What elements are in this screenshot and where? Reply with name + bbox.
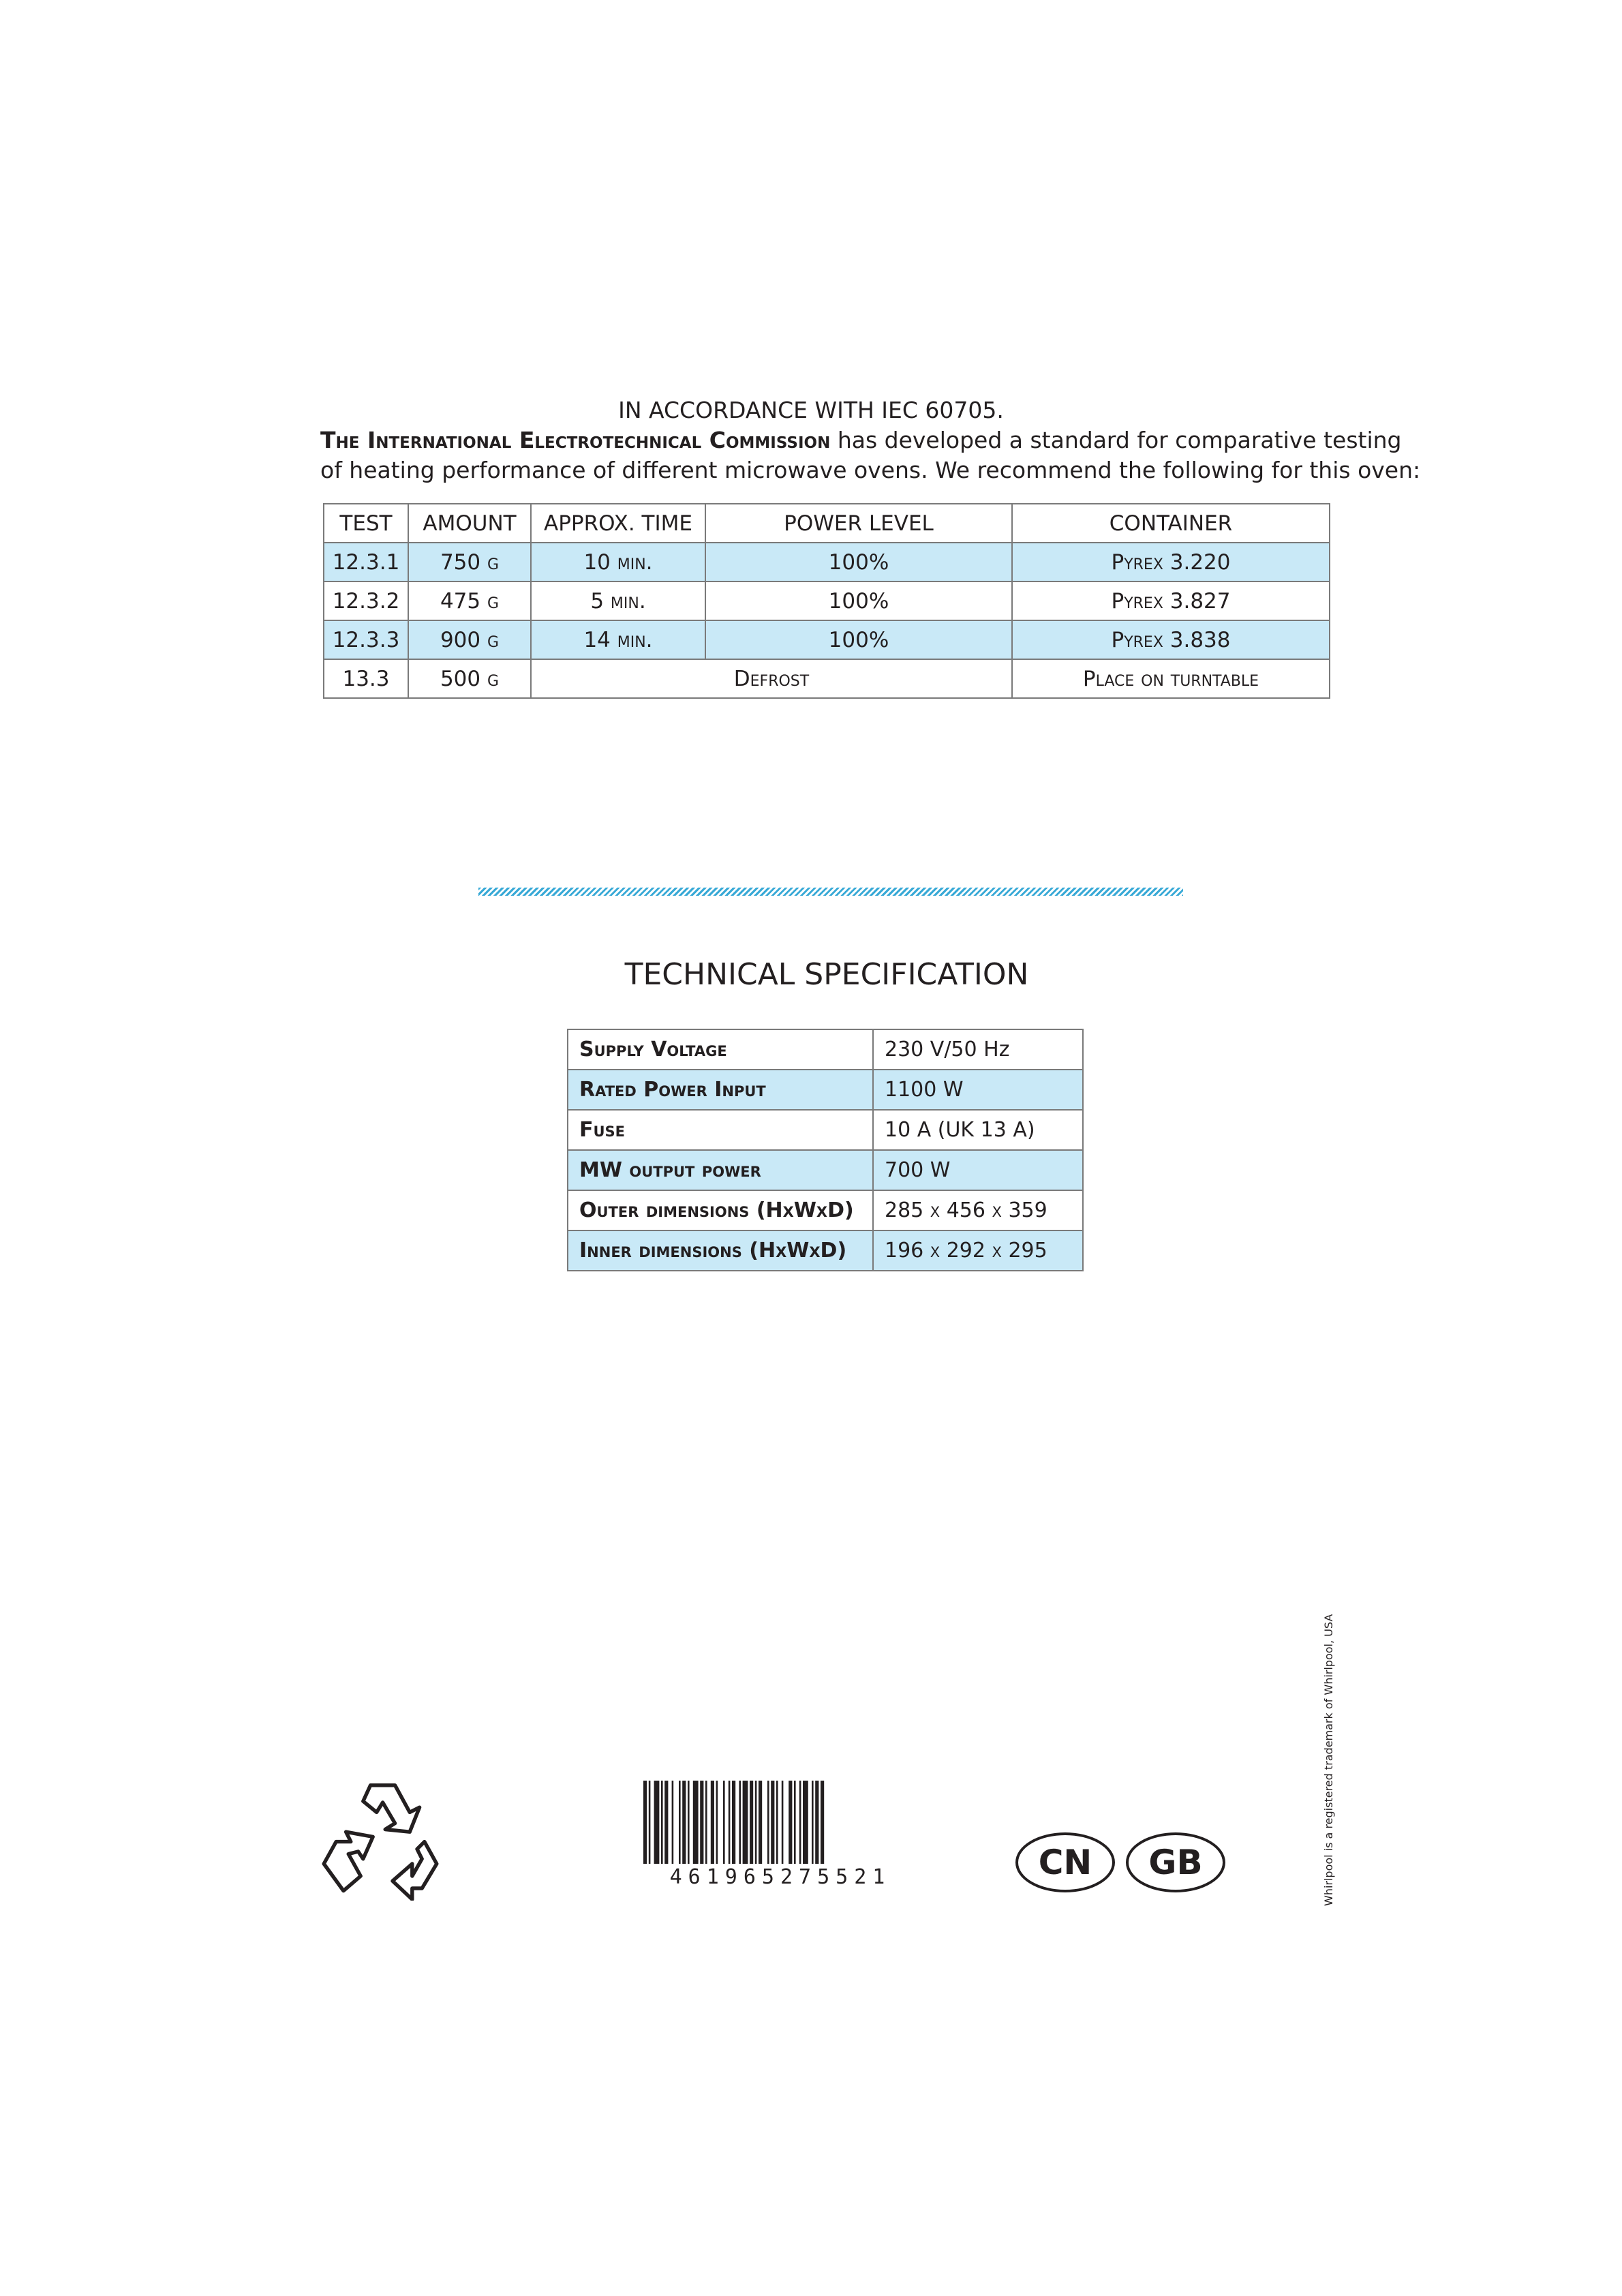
- country-badge-cn: CN: [1015, 1832, 1115, 1892]
- cell-power: 100%: [705, 543, 1012, 581]
- spec-row: [568, 1029, 1083, 1070]
- spec-row: [568, 1070, 1083, 1110]
- cell-time: 5 min.: [531, 581, 705, 620]
- barcode-bar: [771, 1781, 774, 1864]
- spec-row: [568, 1110, 1083, 1150]
- cell-test: 12.3.1: [324, 543, 408, 581]
- spec-table: [567, 1029, 1084, 1271]
- barcode-bar: [815, 1781, 818, 1864]
- table-row: [324, 620, 1330, 659]
- organization-name: The International Electrotechnical Commission: [320, 427, 831, 453]
- barcode-bar: [672, 1781, 674, 1864]
- cell-container: Pyrex 3.827: [1012, 581, 1330, 620]
- barcode-bar: [732, 1781, 735, 1864]
- spec-label: Supply Voltage: [568, 1029, 873, 1070]
- cell-test: 12.3.3: [324, 620, 408, 659]
- header-test: TEST: [324, 504, 408, 543]
- intro-line-2: of heating performance of different microwave ovens. We recommend the following for this oven:: [320, 457, 1421, 483]
- barcode-bar: [782, 1781, 784, 1864]
- barcode-bar: [739, 1781, 741, 1864]
- cell-test: 13.3: [324, 659, 408, 698]
- table-header-row: [324, 504, 1330, 543]
- barcode-bar: [705, 1781, 707, 1864]
- barcode-bar: [643, 1781, 647, 1864]
- spec-value: 230 V/50 Hz: [873, 1029, 1083, 1070]
- header-amount: AMOUNT: [408, 504, 531, 543]
- barcode-bar: [803, 1781, 808, 1864]
- spec-value: 285 x 456 x 359: [873, 1190, 1083, 1230]
- intro-line-1: [320, 425, 1402, 455]
- barcode-bar: [661, 1781, 663, 1864]
- cell-amount: 475 g: [408, 581, 531, 620]
- spec-row: [568, 1150, 1083, 1190]
- table-row: [324, 581, 1330, 620]
- spec-value: 1100 W: [873, 1070, 1083, 1110]
- barcode: [641, 1781, 920, 1890]
- barcode-icon: [641, 1781, 920, 1864]
- header-approx-time: APPROX. TIME: [531, 504, 705, 543]
- spec-label: Fuse: [568, 1110, 873, 1150]
- barcode-bar: [789, 1781, 792, 1864]
- barcode-bar: [812, 1781, 814, 1864]
- spec-row: [568, 1190, 1083, 1230]
- table-row: [324, 659, 1330, 698]
- barcode-bar: [654, 1781, 660, 1864]
- intro-heading: IN ACCORDANCE WITH IEC 60705.: [618, 397, 1004, 423]
- barcode-bar: [693, 1781, 699, 1864]
- barcode-bar: [767, 1781, 769, 1864]
- cell-time: 14 min.: [531, 620, 705, 659]
- header-power-level: POWER LEVEL: [705, 504, 1012, 543]
- barcode-bar: [700, 1781, 703, 1864]
- cell-container: Place on turntable: [1012, 659, 1330, 698]
- barcode-bar: [821, 1781, 824, 1864]
- barcode-bar: [729, 1781, 731, 1864]
- header-container: CONTAINER: [1012, 504, 1330, 543]
- country-badge-gb: GB: [1126, 1832, 1225, 1892]
- spec-row: [568, 1230, 1083, 1271]
- spec-label: Rated Power Input: [568, 1070, 873, 1110]
- barcode-bar: [664, 1781, 668, 1864]
- spec-value: 700 W: [873, 1150, 1083, 1190]
- barcode-bar: [682, 1781, 686, 1864]
- barcode-number: 461965275521: [669, 1865, 891, 1889]
- spec-label: Outer dimensions (HxWxD): [568, 1190, 873, 1230]
- hatched-divider: [478, 888, 1183, 896]
- table-row: [324, 543, 1330, 581]
- barcode-bar: [716, 1781, 718, 1864]
- barcode-bar: [679, 1781, 681, 1864]
- cell-mode: Defrost: [531, 659, 1012, 698]
- barcode-bar: [743, 1781, 748, 1864]
- barcode-bar: [649, 1781, 651, 1864]
- barcode-bar: [794, 1781, 796, 1864]
- cell-power: 100%: [705, 620, 1012, 659]
- trademark-text: Whirlpool is a registered trademark of Whirlpool, USA: [1322, 1614, 1335, 1906]
- recycle-icon: [319, 1778, 442, 1901]
- intro-line-1-text: has developed a standard for comparative testing: [830, 427, 1402, 453]
- spec-value: 196 x 292 x 295: [873, 1230, 1083, 1271]
- cell-container: Pyrex 3.838: [1012, 620, 1330, 659]
- barcode-bar: [776, 1781, 778, 1864]
- barcode-bar: [688, 1781, 690, 1864]
- spec-label: MW output power: [568, 1150, 873, 1190]
- cell-amount: 500 g: [408, 659, 531, 698]
- barcode-bar: [723, 1781, 725, 1864]
- barcode-bar: [755, 1781, 757, 1864]
- cell-time: 10 min.: [531, 543, 705, 581]
- barcode-bar: [799, 1781, 801, 1864]
- spec-title: TECHNICAL SPECIFICATION: [624, 957, 1029, 992]
- cell-amount: 750 g: [408, 543, 531, 581]
- cell-amount: 900 g: [408, 620, 531, 659]
- test-table: [323, 503, 1330, 699]
- cell-test: 12.3.2: [324, 581, 408, 620]
- cell-container: Pyrex 3.220: [1012, 543, 1330, 581]
- barcode-bar: [711, 1781, 714, 1864]
- cell-power: 100%: [705, 581, 1012, 620]
- spec-label: Inner dimensions (HxWxD): [568, 1230, 873, 1271]
- barcode-bar: [750, 1781, 753, 1864]
- barcode-bar: [759, 1781, 762, 1864]
- spec-value: 10 A (UK 13 A): [873, 1110, 1083, 1150]
